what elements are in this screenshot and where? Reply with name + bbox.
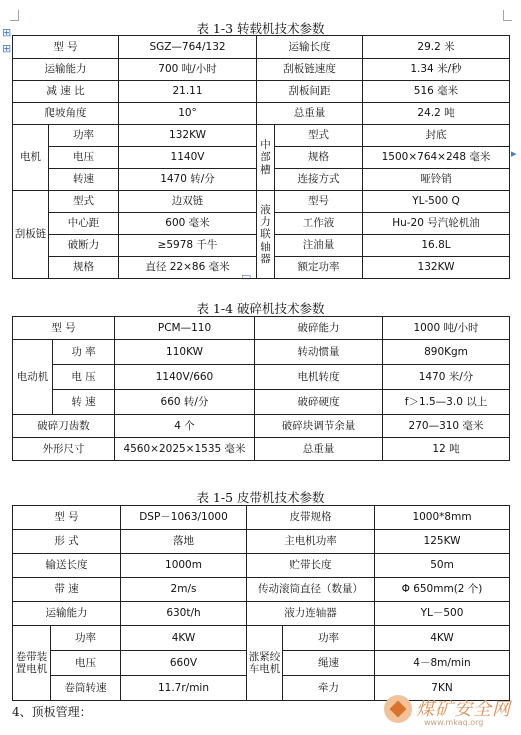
table-row xyxy=(13,390,510,415)
group-label: 卷带装置电机 xyxy=(13,626,51,701)
watermark-logo-icon xyxy=(384,695,412,723)
watermark-text: 煤矿安全网 xyxy=(416,699,511,720)
group-label: 刮板链 xyxy=(13,191,49,279)
table-row xyxy=(13,81,510,103)
spec-label: 型 号 xyxy=(13,317,115,340)
spec-label: 皮带规格 xyxy=(247,506,375,530)
group-label: 涨紧绞车电机 xyxy=(247,626,283,701)
crusher-spec-table xyxy=(12,316,510,461)
table-row xyxy=(13,554,510,578)
table-row xyxy=(13,530,510,554)
spec-label: 传动滚筒直径（数量） xyxy=(247,578,375,602)
spec-label: 功率 xyxy=(49,125,119,147)
spec-label: 破断力 xyxy=(49,235,119,257)
spec-label: 型 号 xyxy=(13,506,121,530)
spec-value: 700 吨/小时 xyxy=(119,59,257,81)
table-row xyxy=(13,602,510,626)
spec-label: 电机转度 xyxy=(255,365,383,390)
spec-label: 破碎硬度 xyxy=(255,390,383,415)
spec-value: 890Kgm xyxy=(383,340,510,365)
spec-label: 贮带长度 xyxy=(247,554,375,578)
spec-label: 电 压 xyxy=(53,365,115,390)
spec-label: 注油量 xyxy=(275,235,363,257)
spec-value: 1000m xyxy=(121,554,247,578)
spec-value: 2m/s xyxy=(121,578,247,602)
spec-label: 形 式 xyxy=(13,530,121,554)
spec-value: 21.11 xyxy=(119,81,257,103)
table-row xyxy=(13,340,510,365)
spec-label: 型式 xyxy=(49,191,119,213)
spec-value: 4KW xyxy=(121,626,247,651)
spec-value: 1470 转/分 xyxy=(119,169,257,191)
spec-label: 转动惯量 xyxy=(255,340,383,365)
spec-value: 4－8m/min xyxy=(375,651,510,676)
spec-value: 1140V/660 xyxy=(115,365,255,390)
spec-label: 规格 xyxy=(275,147,363,169)
spec-value: 1000*8mm xyxy=(375,506,510,530)
table-row xyxy=(13,578,510,602)
spec-value: 1140V xyxy=(119,147,257,169)
table-caption: 表 1-5 皮带机技术参数 xyxy=(196,490,325,505)
spec-value: 封底 xyxy=(363,125,510,147)
spec-value: 4KW xyxy=(375,626,510,651)
table-row xyxy=(13,36,510,59)
group-label: 电机 xyxy=(13,125,49,191)
spec-label: 运输能力 xyxy=(13,602,121,626)
table-row xyxy=(13,317,510,340)
spec-value: 11.7r/min xyxy=(121,676,247,701)
spec-value: 1.34 米/秒 xyxy=(363,59,510,81)
spec-label: 功 率 xyxy=(53,340,115,365)
spec-label: 转 速 xyxy=(53,390,115,415)
spec-value: 边双链 xyxy=(119,191,257,213)
spec-value: 哑铃销 xyxy=(363,169,510,191)
spec-value: 1000 吨/小时 xyxy=(383,317,510,340)
group-label: 中部槽 xyxy=(257,125,275,191)
table-anchor-icon[interactable]: ⊞ xyxy=(2,42,12,55)
spec-label: 爬坡角度 xyxy=(13,103,119,125)
spec-value: 132KW xyxy=(119,125,257,147)
spec-value: Hu-20 号汽轮机油 xyxy=(363,213,510,235)
spec-label: 减 速 比 xyxy=(13,81,119,103)
site-watermark xyxy=(384,693,516,731)
spec-label: 总重量 xyxy=(255,438,383,461)
spec-label: 型号 xyxy=(275,191,363,213)
table-caption: 表 1-3 转载机技术参数 xyxy=(196,21,325,36)
table-row xyxy=(13,506,510,530)
spec-label: 运输长度 xyxy=(257,36,363,59)
conveyor-loader-spec-table xyxy=(12,35,510,279)
table-row xyxy=(13,191,510,213)
spec-value: 落地 xyxy=(121,530,247,554)
spec-value: 516 毫米 xyxy=(363,81,510,103)
spec-value: PCM—110 xyxy=(115,317,255,340)
table-row xyxy=(13,415,510,438)
table-row xyxy=(13,103,510,125)
spec-value: 600 毫米 xyxy=(119,213,257,235)
table-row xyxy=(13,365,510,390)
spec-value: 660V xyxy=(121,651,247,676)
spec-label: 功率 xyxy=(283,626,375,651)
row-resize-handle-icon[interactable]: ▸ xyxy=(511,147,517,160)
spec-label: 转速 xyxy=(49,169,119,191)
spec-label: 总重量 xyxy=(257,103,363,125)
table-row xyxy=(13,438,510,461)
belt-conveyor-spec-table xyxy=(12,505,510,701)
spec-value: 660 转/分 xyxy=(115,390,255,415)
spec-label: 主电机功率 xyxy=(247,530,375,554)
spec-value: DSP－1063/1000 xyxy=(121,506,247,530)
section-heading: 4、顶板管理： xyxy=(12,705,92,719)
spec-value: YL-500 Q xyxy=(363,191,510,213)
spec-label: 破碎刀齿数 xyxy=(13,415,115,438)
spec-value: 29.2 米 xyxy=(363,36,510,59)
watermark-url: www.mkaq.org xyxy=(424,718,484,727)
spec-label: 刮板链速度 xyxy=(257,59,363,81)
spec-label: 输送长度 xyxy=(13,554,121,578)
table-caption: 表 1-4 破碎机技术参数 xyxy=(196,301,325,316)
spec-label: 额定功率 xyxy=(275,257,363,279)
spec-label: 型 号 xyxy=(13,36,119,59)
column-resize-handle-icon[interactable]: ▭ xyxy=(241,270,252,283)
spec-value: 110KW xyxy=(115,340,255,365)
table-anchor-icon[interactable]: ⊞ xyxy=(2,26,12,39)
spec-label: 规格 xyxy=(49,257,119,279)
group-label: 液力联轴器 xyxy=(257,191,275,279)
spec-value: 直径 22×86 毫米 xyxy=(119,257,257,279)
spec-label: 绳速 xyxy=(283,651,375,676)
spec-value: 7KN xyxy=(375,676,510,701)
spec-value: 24.2 吨 xyxy=(363,103,510,125)
spec-value: 4 个 xyxy=(115,415,255,438)
spec-label: 破碎能力 xyxy=(255,317,383,340)
table-row xyxy=(13,125,510,147)
spec-label: 液力连轴器 xyxy=(247,602,375,626)
spec-value: 10° xyxy=(119,103,257,125)
spec-value: 630t/h xyxy=(121,602,247,626)
spec-value: 132KW xyxy=(363,257,510,279)
table-row xyxy=(13,59,510,81)
spec-label: 电压 xyxy=(49,147,119,169)
spec-label: 中心距 xyxy=(49,213,119,235)
spec-value: 12 吨 xyxy=(383,438,510,461)
spec-value: 16.8L xyxy=(363,235,510,257)
spec-label: 型式 xyxy=(275,125,363,147)
spec-label: 破碎块调节余量 xyxy=(255,415,383,438)
group-label: 电动机 xyxy=(13,340,53,415)
spec-label: 连接方式 xyxy=(275,169,363,191)
spec-label: 外形尺寸 xyxy=(13,438,115,461)
spec-label: 运输能力 xyxy=(13,59,119,81)
spec-value: YL－500 xyxy=(375,602,510,626)
spec-label: 电压 xyxy=(51,651,121,676)
spec-label: 刮板间距 xyxy=(257,81,363,103)
spec-label: 工作液 xyxy=(275,213,363,235)
table-row xyxy=(13,626,510,651)
spec-value: 1500×764×248 毫米 xyxy=(363,147,510,169)
spec-value: 50m xyxy=(375,554,510,578)
spec-label: 功率 xyxy=(51,626,121,651)
spec-value: ≥5978 千牛 xyxy=(119,235,257,257)
spec-value: 270—310 毫米 xyxy=(383,415,510,438)
spec-value: Φ 650mm(2 个) xyxy=(375,578,510,602)
spec-value: 4560×2025×1535 毫米 xyxy=(115,438,255,461)
spec-value: 125KW xyxy=(375,530,510,554)
spec-label: 卷筒转速 xyxy=(51,676,121,701)
spec-value: SGZ—764/132 xyxy=(119,36,257,59)
spec-label: 带 速 xyxy=(13,578,121,602)
spec-label: 牵力 xyxy=(283,676,375,701)
spec-value: 1470 米/分 xyxy=(383,365,510,390)
spec-value: f＞1.5—3.0 以上 xyxy=(383,390,510,415)
